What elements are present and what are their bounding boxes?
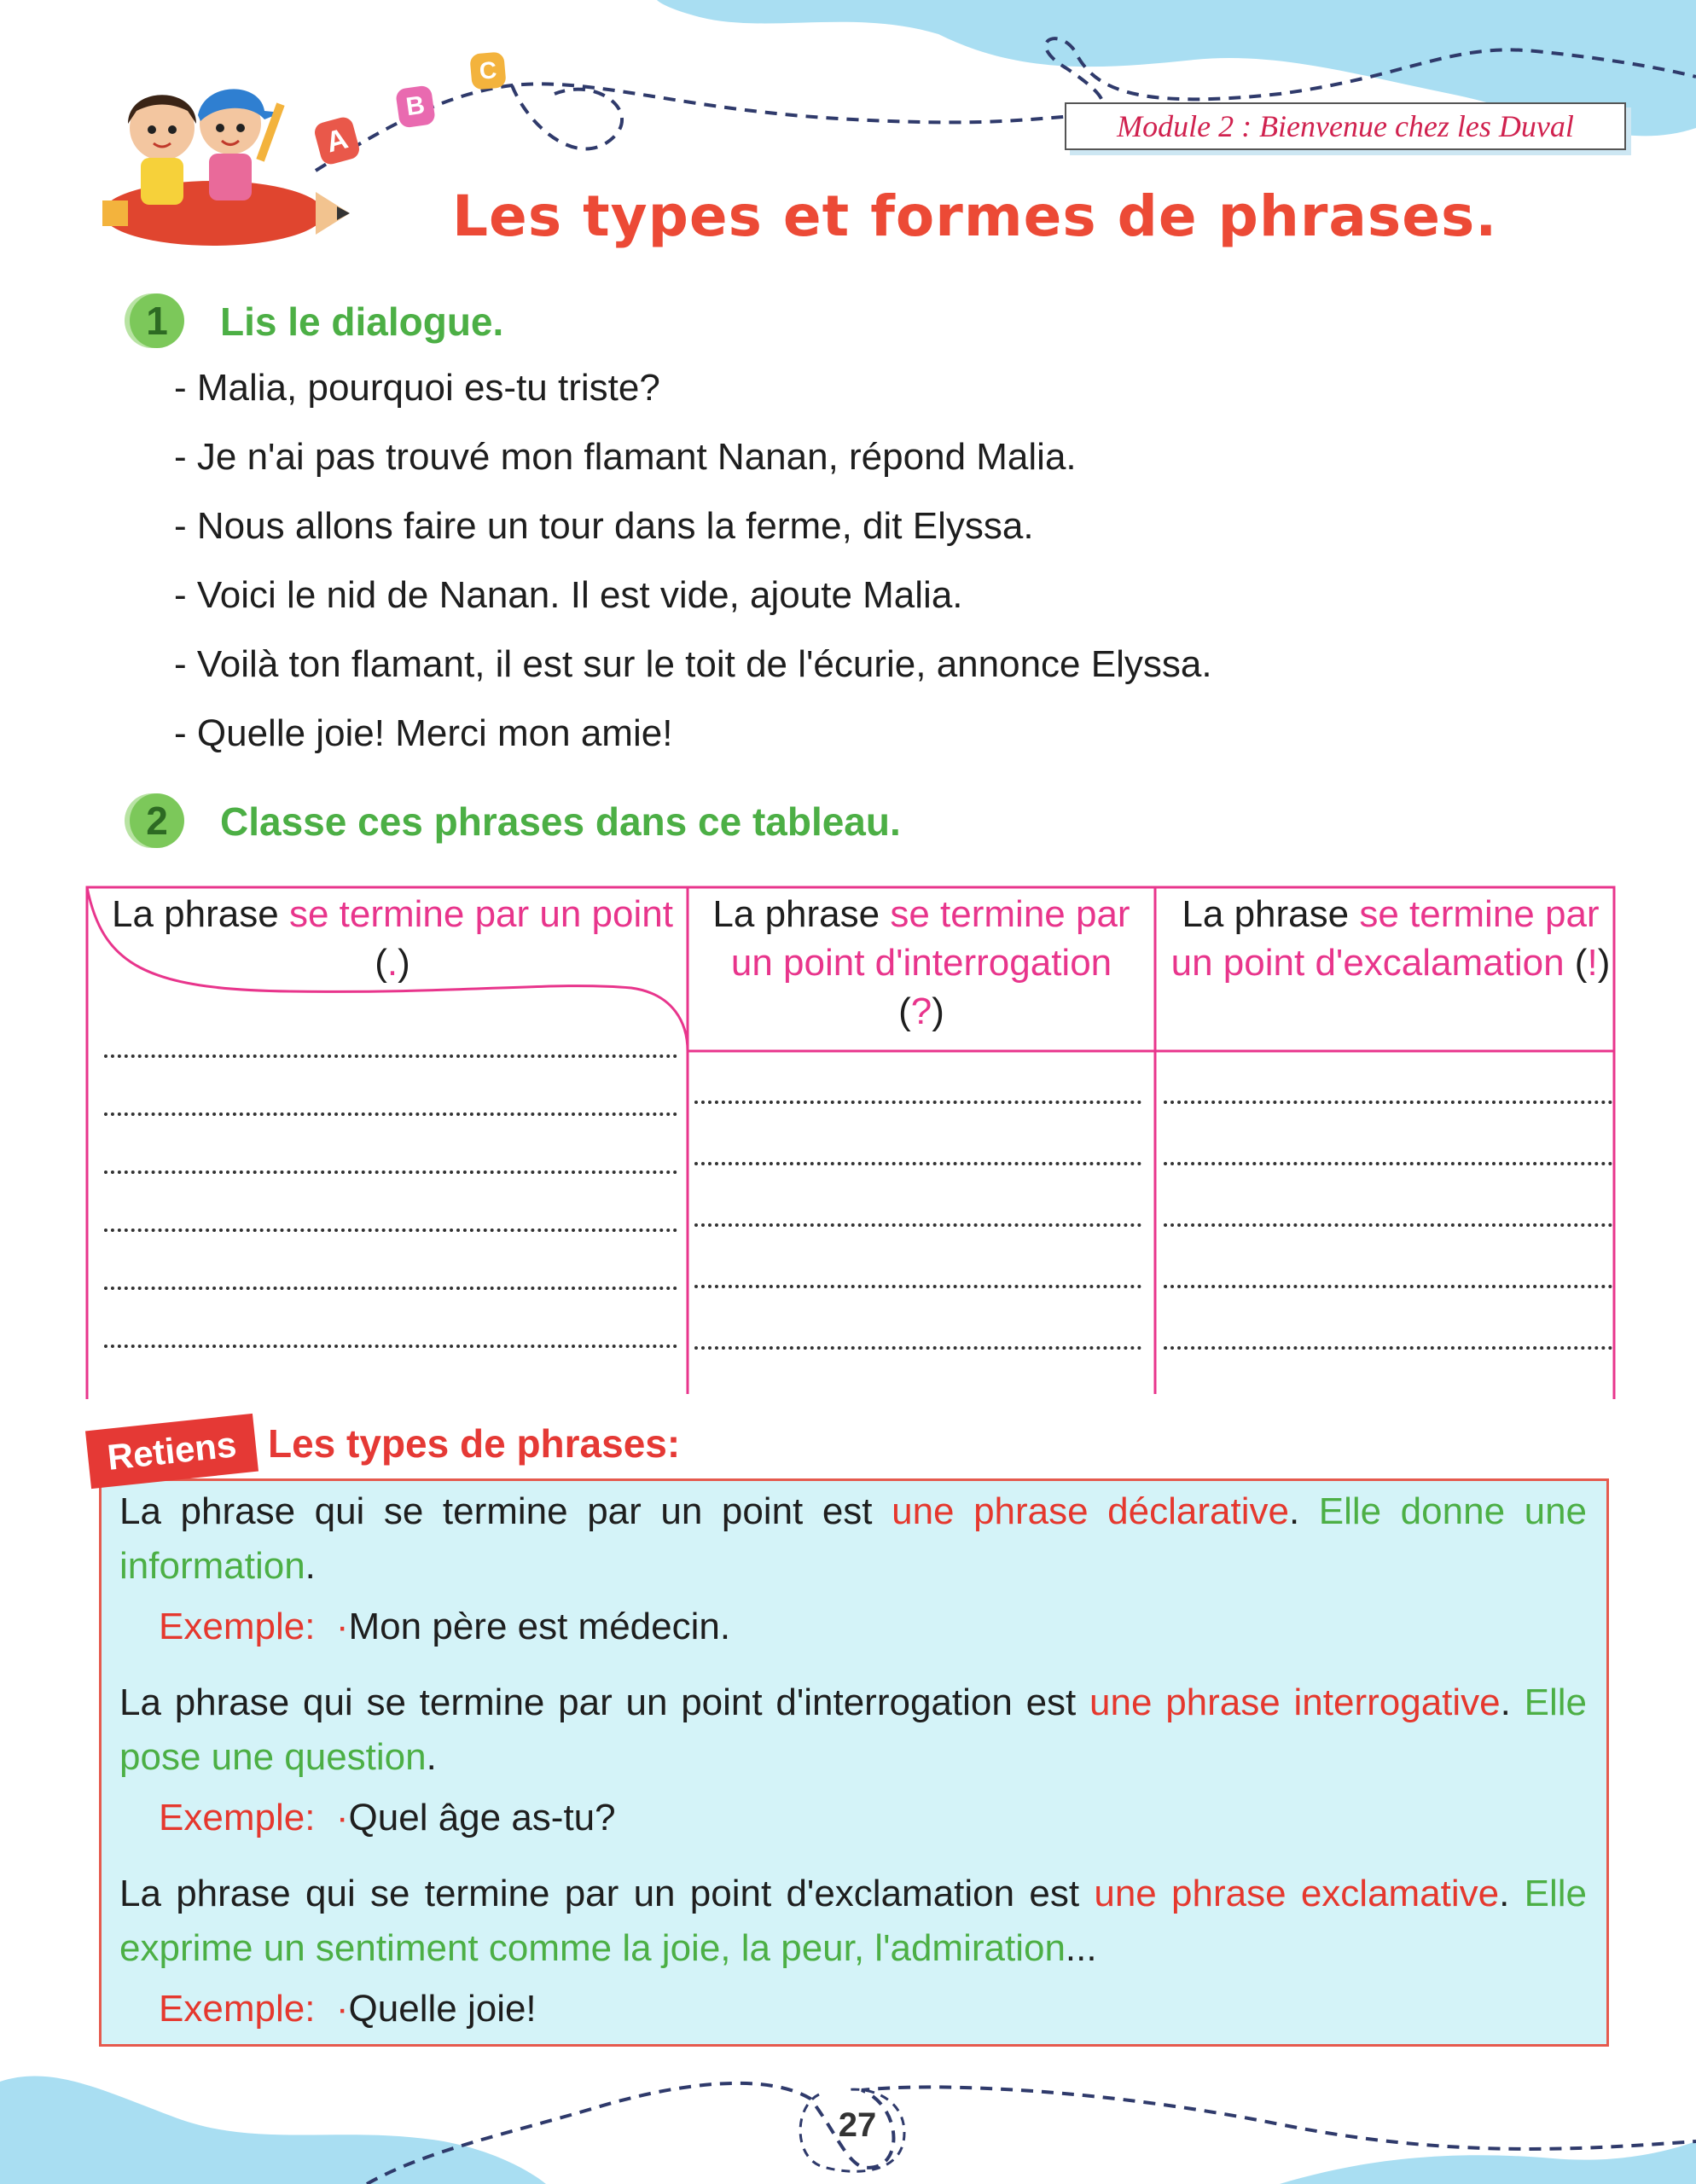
page-number: 27 — [838, 2106, 877, 2144]
column-header-declarative: La phrase se termine par un point (.) — [112, 893, 673, 984]
exercise-1-instruction: Lis le dialogue. — [220, 299, 504, 344]
answer-line[interactable] — [694, 1285, 1141, 1288]
rule-interrogative: La phrase qui se termine par un point d'interrogation est une phrase interrogative. Elle pose une question. — [119, 1682, 1587, 1778]
example-interrogative: Exemple: ·Quel âge as-tu? — [159, 1797, 616, 1838]
exercise-2-instruction: Classe ces phrases dans ce tableau. — [220, 799, 901, 844]
answer-line[interactable] — [104, 1287, 677, 1290]
answer-line[interactable] — [104, 1054, 677, 1058]
letter-b-badge: B — [395, 84, 436, 128]
answer-line[interactable] — [1164, 1346, 1612, 1350]
answer-line[interactable] — [1164, 1285, 1612, 1288]
column-header-interrogative: La phrase se termine par un point d'interrogation (?) — [712, 893, 1130, 1032]
bottom-wave-left — [0, 2077, 546, 2184]
module-label: Module 2 : Bienvenue chez les Duval — [1065, 102, 1626, 150]
answer-line[interactable] — [694, 1162, 1141, 1165]
retiens-title: Les types de phrases: — [268, 1421, 681, 1466]
page-title: Les types et formes de phrases. — [452, 183, 1498, 249]
answer-line[interactable] — [694, 1346, 1141, 1350]
answer-line[interactable] — [694, 1101, 1141, 1104]
answer-line[interactable] — [104, 1170, 677, 1174]
answer-line[interactable] — [104, 1112, 677, 1116]
answer-line[interactable] — [104, 1345, 677, 1348]
dialog-line: - Voici le nid de Nanan. Il est vide, ajoute Malia. — [174, 574, 963, 616]
dialog-line: - Je n'ai pas trouvé mon flamant Nanan, répond Malia. — [174, 436, 1077, 478]
answer-line[interactable] — [1164, 1101, 1612, 1104]
column-header-exclamative: La phrase se termine par un point d'excalamation (!) — [1170, 893, 1611, 984]
dialog-line: - Nous allons faire un tour dans la ferme, dit Elyssa. — [174, 505, 1034, 547]
exercise-1-number: 1 — [130, 293, 184, 348]
dialog-line: - Quelle joie! Merci mon amie! — [174, 712, 673, 754]
rule-exclamative: La phrase qui se termine par un point d'exclamation est une phrase exclamative. Elle exprime un sentiment comme la joie, la peur, l'admiration... — [119, 1873, 1588, 1969]
exercise-2-number: 2 — [130, 793, 184, 848]
answer-line[interactable] — [104, 1228, 677, 1232]
retiens-tag: Retiens — [85, 1414, 258, 1489]
answer-line[interactable] — [1164, 1162, 1612, 1165]
example-exclamative: Exemple: ·Quelle joie! — [159, 1988, 537, 2030]
answer-line[interactable] — [1164, 1223, 1612, 1227]
dialog-line: - Voilà ton flamant, il est sur le toit de l'écurie, annonce Elyssa. — [174, 643, 1212, 685]
answer-line[interactable] — [694, 1223, 1141, 1227]
rule-declarative: La phrase qui se termine par un point est une phrase déclarative. Elle donne une information. — [119, 1490, 1588, 1587]
letter-a-badge: A — [312, 115, 361, 166]
letter-c-badge: C — [469, 51, 507, 90]
example-declarative: Exemple: ·Mon père est médecin. — [159, 1606, 731, 1647]
bottom-wave-right — [1280, 2141, 1696, 2184]
dashed-loop — [512, 85, 622, 149]
kids-pencil-illustration — [68, 51, 350, 264]
dialog-line: - Malia, pourquoi es-tu triste? — [174, 367, 660, 409]
